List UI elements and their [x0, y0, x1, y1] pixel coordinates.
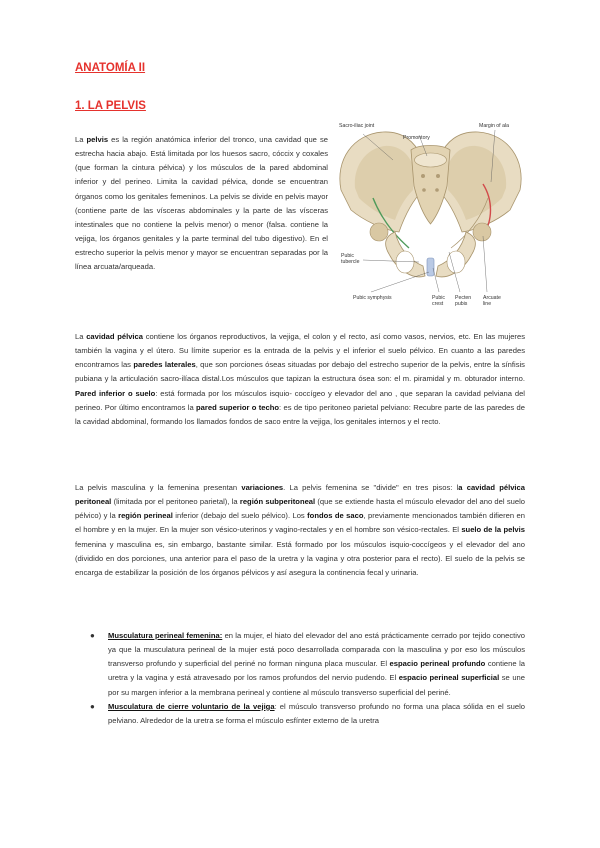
pelvis-illustration: [333, 120, 528, 310]
label-sacroiliac-joint: Sacro-iliac joint: [339, 123, 375, 129]
bullet-icon: ●: [90, 631, 95, 640]
label-pubic-symphysis: Pubic symphysis: [353, 295, 392, 301]
list-item: ● Musculatura de cierre voluntario de la vejiga: el músculo transverso profundo no forma una placa sólida en el suelo pelviano. Alrededor de la uretra se forma el músculo esfínter externo de la uretra: [90, 701, 526, 725]
section-title: 1. LA PELVIS: [75, 100, 146, 112]
label-pecten-pubis: Pecten pubis: [455, 295, 472, 307]
pelvis-figure: [333, 120, 528, 310]
label-promontory: Promontory: [403, 135, 430, 141]
paragraph-pelvis-intro: La pelvis es la región anatómica inferior del tronco, una cavidad que se estrecha hacia abajo. Está limitada por los huesos sacro, cóccix y coxales (que forman la cintura pélvica) y los músculos de la pared abdominal inferior y del perineo. Limita la cavidad pélvica, donde se encuentran órganos como los genitales femeninos. La pelvis se divide en pelvis mayor (contiene parte de las vísceras abdominales y la parte de las vísceras intestinales que no contiene la pelvis menor) o menor (falsa. contiene la vejiga, los órganos genitales y la parte terminal del tubo digestivo). En el estrecho superior la pelvis menor y mayor se encuentran separadas por la línea arcuata/arqueada.: [75, 135, 328, 272]
list-item: ● Musculatura perineal femenina: en la mujer, el hiato del elevador del ano está prácticamente cerrado por tejido conectivo ya que la musculatura perineal de la mujer está poco desarrollada comparada con la masculina y por eso los músculos transverso profundo y superficial del periné no forman ninguna placa muscular. El espacio perineal profundo contiene la uretra y la vagina y está atravesado por los ramos profundos del nervio pudendo. El espacio perineal superficial se une por su margen inferior a la membrana perineal y contiene al músculo transverso superficial del periné.: [90, 631, 526, 697]
bullet-list: [88, 629, 525, 728]
label-margin-of-ala: Margin of ala: [479, 123, 509, 129]
document-title: ANATOMÍA II: [75, 62, 146, 74]
label-pubic-crest: Pubic crest: [432, 295, 445, 307]
paragraph-pelvic-cavity: La cavidad pélvica contiene los órganos reproductivos, la vejiga, el colon y el recto, así como vasos, nervios, etc. En las mujeres también la vagina y el útero. Su límite superior es la entrada de la pelvis y el inferior el suelo pélvico. En cuanto a las paredes encontramos las paredes laterales, que son porciones óseas situadas por debajo del estrecho superior de la pelvis, entre la sínfisis pubiana y la articulación sacro-ilíaca distal.Los músculos que tapizan la estructura ósea son: el m. piramidal y m. obturador interno. Pared inferior o suelo: está formada por los músculos isquio- coccígeo y elevador del ano , que separan la cavidad pelviana del perineo. Por último encontramos la pared superior o techo: es de tipo peritoneo parietal pelviano: Recubre parte de las paredes de la cavidad abdominal, formando los llamados fondos de saco entre la vejiga, los genitales internos y el recto.: [75, 332, 525, 426]
paragraph-variations: La pelvis masculina y la femenina presentan variaciones. La pelvis femenina se "divide" en tres pisos: la cavidad pélvica peritoneal (limitada por el peritoneo parietal), la región subperitoneal (que se extiende hasta el músculo elevador del ano del suelo pélvico) y la región perineal inferior (debajo del suelo pélvico). Los fondos de saco, previamente mencionados también difieren en el hombre y en la mujer. En la mujer son vésico-uterinos y vagino-rectales y en el hombre son vésico-rectales. El suelo de la pelvis femenina y masculina es, sin embargo, bastante similar. Está formado por los músculos isquio-coccígeos y el elevador del ano (dividido en dos porciones, una anterior para el paso de la uretra y la vagina y otra posterior para el recto). El suelo de la pelvis se encarga de estabilizar la posición de los órganos pélvicos y así asegura la continencia fecal y urinaria.: [75, 483, 525, 577]
label-pubic-tubercle: Pubic tubercle: [341, 253, 360, 265]
left-obturator-foramen: [396, 251, 414, 273]
bullet-icon: ●: [90, 701, 95, 711]
label-arcuate-line: Arcuate line: [483, 295, 501, 307]
pubic-symphysis: [427, 258, 434, 276]
